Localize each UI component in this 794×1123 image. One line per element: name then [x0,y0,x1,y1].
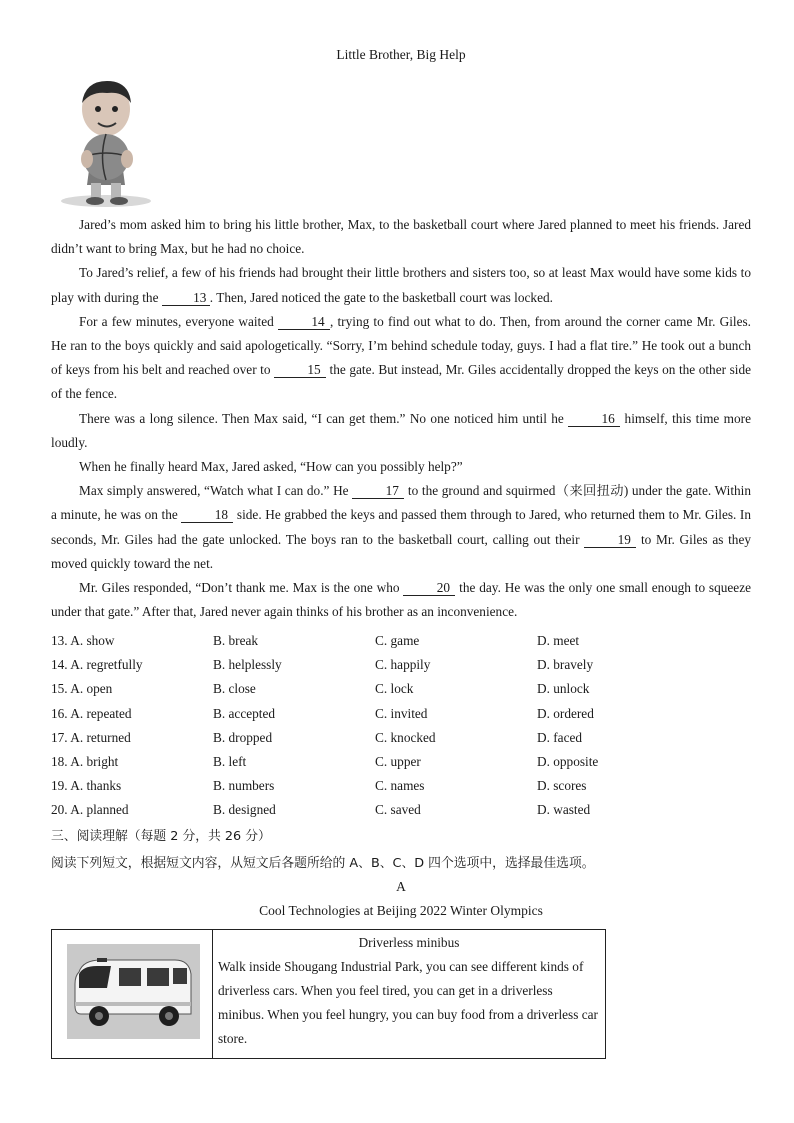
option-15b: B. close [213,681,256,697]
option-14c: C. happily [375,657,431,673]
option-17a: 17. A. returned [51,729,131,745]
option-20b: B. designed [213,802,276,818]
option-17b: B. dropped [213,729,273,745]
options-row-17 [51,726,751,750]
paragraph-3-text-a: For a few minutes, everyone waited [79,313,278,329]
paragraph-7 [51,576,751,624]
paragraph-6-text-c: side. He grabbed the keys and passed them through to Jared, who returned them to Mr. Giles. In seconds, Mr. Giles had the gate unlocked. The boys ran to the basketball court, calling out their [51,507,752,547]
table-caption: Driverless minibus [358,935,460,950]
paragraph-2-text-a: To Jared’s relief, a few of his friends had brought their little brothers and sisters too, so at least Max would have some kids to play with during the [51,265,751,305]
blank-16: 16 [568,411,620,427]
option-18b: B. left [213,753,247,769]
option-19c: C. names [375,778,425,794]
option-18c: C. upper [375,753,421,769]
paragraph-3-text-b: , trying to find out what to do. Then, from around the corner came Mr. Giles. He ran to the boys quickly and said apologetically. “Sorry, I’m behind schedule today, guys. I had a flat tire.” He took out a bunch of keys from his belt and reached over to [51,313,751,378]
options-row-20 [51,798,751,822]
section-instruction: 阅读下列短文，根据短文内容，从短文后各题所给的 A、B、C、D 四个选项中，选择最佳选项。 [51,856,595,871]
option-17d: D. faced [537,729,583,745]
paragraph-6 [51,479,751,576]
option-14d: D. bravely [537,657,594,673]
option-13b: B. break [213,633,259,648]
option-13d: D. meet [537,633,580,648]
paragraph-2-text-b: . Then, Jared noticed the gate to the basketball court was locked. [209,289,553,305]
option-16c: C. invited [375,705,428,721]
options-row-13 [51,629,751,653]
table-text: Walk inside Shougang Industrial Park, you can see different kinds of driverless cars. When you feel tired, you can get in a driverless minibus. When you feel hungry, you can buy food from a driverless car store. [218,959,598,1046]
blank-15: 15 [274,362,326,378]
option-18a: 18. A. bright [51,753,119,769]
option-14a: 14. A. regretfully [51,657,143,673]
paragraph-5: When he finally heard Max, Jared asked, “How can you possibly help?” [79,459,463,475]
options-row-14 [51,653,751,677]
option-16d: D. ordered [537,705,594,721]
option-19d: D. scores [537,778,587,794]
paragraph-6-text-b: to the ground and squirmed（来回扭动) under the gate. Within a minute, he was on the [51,483,751,523]
answer-options [51,629,751,823]
option-16b: B. accepted [213,705,276,721]
options-row-18 [51,750,751,774]
passage-a-title: Cool Technologies at Beijing 2022 Winter Olympics [259,903,543,918]
passage-body [51,213,751,624]
paragraph-6-text-d: to Mr. Giles as they moved quickly toward the net. [51,531,751,571]
option-15d: D. unlock [537,681,590,697]
option-14b: B. helplessly [213,657,282,673]
passage-title: Little Brother, Big Help [336,47,466,62]
option-19a: 19. A. thanks [51,778,122,794]
paragraph-3-text-c: the gate. But instead, Mr. Giles accidentally dropped the keys on the other side of the fence. [51,362,751,402]
options-row-15 [51,677,751,701]
blank-19: 19 [584,532,636,548]
option-17c: C. knocked [375,729,436,745]
blank-14: 14 [278,314,330,330]
options-row-16 [51,702,751,726]
option-20d: D. wasted [537,802,591,818]
blank-13: 13 [162,290,210,306]
paragraph-4 [51,407,751,455]
paragraph-2 [51,261,751,309]
option-19b: B. numbers [213,778,275,794]
blank-17: 17 [352,483,404,499]
paragraph-7-text-a: Mr. Giles responded, “Don’t thank me. Max is the one who [79,580,404,596]
paragraph-7-text-b: the day. He was the only one small enough to squeeze under that gate.” After that, Jared never again thinks of his brother as an inconvenience. [51,580,751,620]
option-15a: 15. A. open [51,681,113,697]
boy-with-basketball-image [51,73,159,207]
option-13c: C. game [375,633,420,648]
paragraph-6-text-a: Max simply answered, “Watch what I can do.” He [79,483,353,499]
passage-letter: A [396,879,406,894]
paragraph-3 [51,310,751,407]
blank-18: 18 [181,507,233,523]
driverless-minibus-image [67,944,200,1039]
option-20c: C. saved [375,802,421,818]
options-row-19 [51,774,751,798]
technology-table [51,929,606,1059]
option-16a: 16. A. repeated [51,705,132,721]
paragraph-4-text-a: There was a long silence. Then Max said, “I can get them.” No one noticed him until he [79,410,569,426]
section-heading: 三、阅读理解（每题 2 分，共 26 分） [51,829,271,844]
option-20a: 20. A. planned [51,802,129,818]
blank-20: 20 [403,580,455,596]
paragraph-1: Jared’s mom asked him to bring his little brother, Max, to the basketball court where Jared planned to meet his friends. Jared didn’t want to bring Max, but he had no choice. [51,217,751,257]
option-13a: 13. A. show [51,633,115,648]
option-15c: C. lock [375,681,414,697]
option-18d: D. opposite [537,753,599,769]
paragraph-4-text-b: himself, this time more loudly. [51,410,752,450]
